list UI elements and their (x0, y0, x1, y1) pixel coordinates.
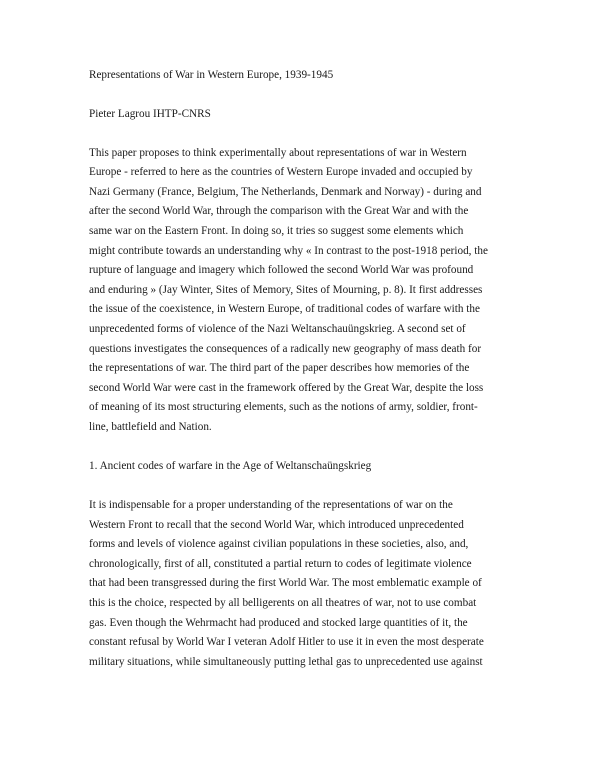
text-line: Western Front to recall that the second World War, which introduced unprecedented (89, 518, 464, 531)
text-line: and enduring » (Jay Winter, Sites of Memory, Sites of Mourning, p. 8). It first addresses (89, 283, 483, 296)
section-heading: 1. Ancient codes of warfare in the Age of Weltanschaüngskrieg (89, 460, 372, 473)
text-line: military situations, while simultaneously putting lethal gas to unprecedented use against (89, 655, 483, 668)
document-title: Representations of War in Western Europe, 1939-1945 (89, 69, 334, 81)
text-line: Europe - referred to here as the countries of Western Europe invaded and occupied by (89, 166, 473, 179)
text-line: Nazi Germany (France, Belgium, The Netherlands, Denmark and Norway) - during and (89, 185, 482, 198)
text-line: constant refusal by World War I veteran Adolf Hitler to use it in even the most desperate (89, 636, 484, 649)
text-line: after the second World War, through the comparison with the Great War and with the (89, 205, 469, 218)
text-line: It is indispensable for a proper understanding of the representations of war on the (89, 498, 453, 511)
text-line: that had been transgressed during the first World War. The most emblematic example of (89, 577, 482, 590)
text-line: gas. Even though the Wehrmacht had produced and stocked large quantities of it, the (89, 616, 468, 629)
text-line: the issue of the coexistence, in Western Europe, of traditional codes of warfare with the (89, 303, 480, 316)
text-line: This paper proposes to think experimentally about representations of war in Western (89, 146, 467, 159)
text-line: the representations of war. The third part of the paper describes how memories of the (89, 362, 470, 375)
text-line: second World War were cast in the framework offered by the Great War, despite the loss (89, 381, 484, 394)
text-line: this is the choice, respected by all belligerents on all theatres of war, not to use combat (89, 596, 477, 609)
text-line: forms and levels of violence against civilian populations in these societies, also, and, (89, 538, 469, 551)
paragraph-abstract (89, 144, 511, 438)
text-line: same war on the Eastern Front. In doing so, it tries so suggest some elements which (89, 225, 464, 238)
text-line: rupture of language and imagery which followed the second World War was profound (89, 264, 474, 277)
text-line: might contribute towards an understanding why « In contrast to the post-1918 period, the (89, 244, 488, 257)
text-line: line, battlefield and Nation. (89, 421, 212, 433)
text-line: unprecedented forms of violence of the Nazi Weltanschauüngskrieg. A second set of (89, 323, 466, 336)
paragraph-body (89, 496, 511, 672)
text-line: questions investigates the consequences of a radically new geography of mass death for (89, 342, 482, 355)
text-line: chronologically, first of all, constituted a partial return to codes of legitimate violence (89, 557, 472, 570)
document-author: Pieter Lagrou IHTP-CNRS (89, 107, 211, 120)
text-line: of meaning of its most structuring elements, such as the notions of army, soldier, front- (89, 401, 478, 414)
document-page (89, 66, 511, 692)
